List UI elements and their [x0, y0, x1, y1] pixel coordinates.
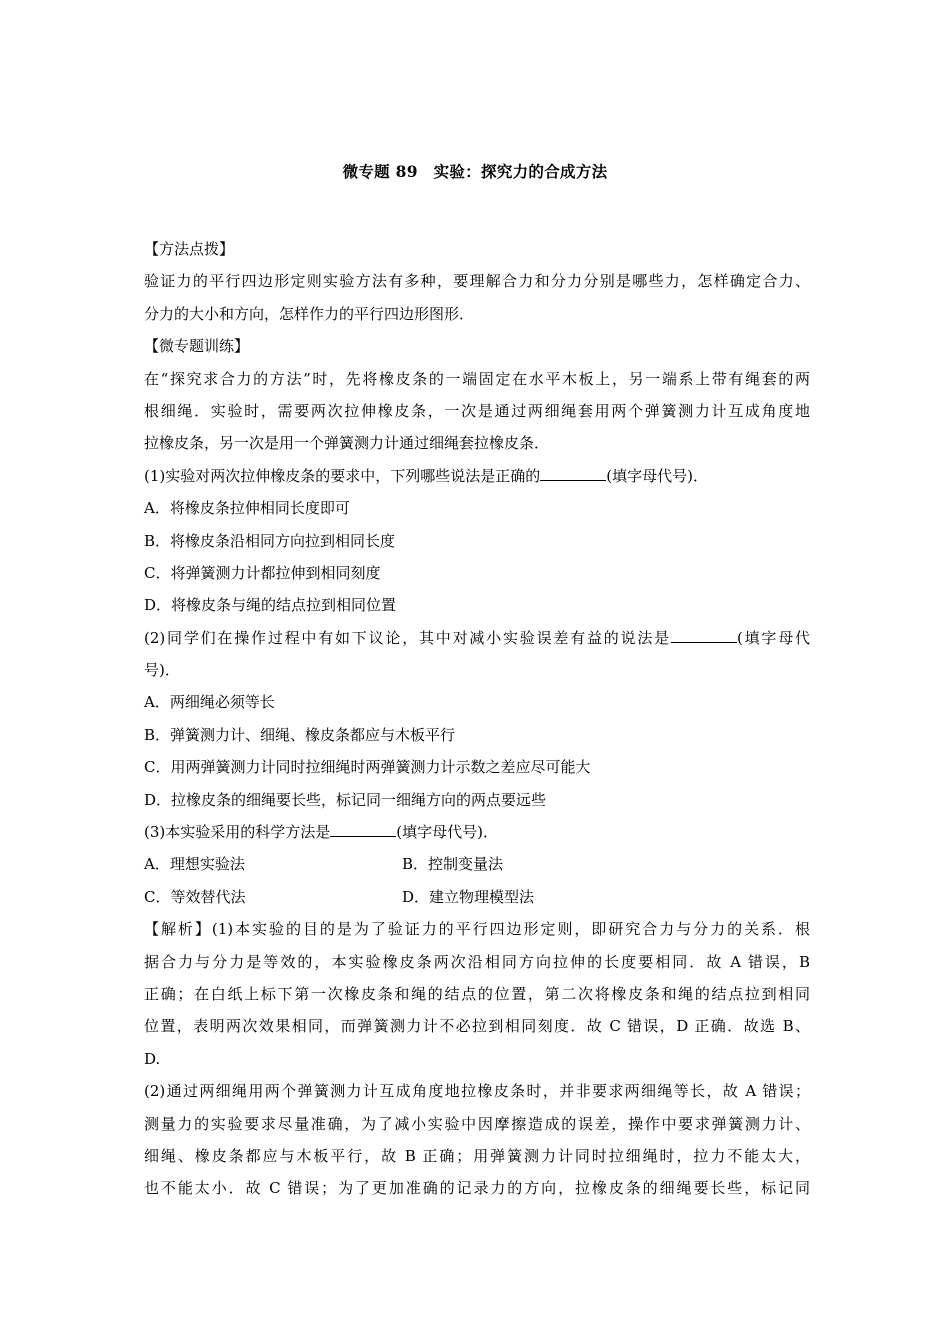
q1-option-b: B．将橡皮条沿相同方向拉到相同长度: [144, 531, 396, 550]
q3-option-b: B．控制变量法: [402, 855, 504, 874]
analysis-p2-line-4: 也不能太小．故 C 错误；为了更加准确的记录力的方向，拉橡皮条的细绳要长些，标记同: [144, 1179, 810, 1198]
q3-stem: [144, 816, 810, 848]
page-title: 微专题 89 实验：探究力的合成方法: [342, 162, 608, 181]
q2-stem-after: (填字母代: [736, 628, 810, 647]
analysis-p1-line-1: 【解析】(1)本实验的目的是为了验证力的平行四边形定则，即研究合力与分力的关系．根: [144, 920, 810, 939]
q3-option-d: D．建立物理模型法: [402, 887, 535, 906]
q2-stem: [144, 622, 810, 654]
intro-line-2: 根细绳．实验时，需要两次拉伸橡皮条，一次是通过两细绳套用两个弹簧测力计互成角度地: [144, 401, 810, 420]
method-line-1: 验证力的平行四边形定则实验方法有多种，要理解合力和分力分别是哪些力，怎样确定合力、: [144, 272, 810, 291]
analysis-p1-line-4: 位置，表明两次效果相同，而弹簧测力计不必拉到相同刻度．故 C 错误，D 正确．故选 B、: [144, 1017, 810, 1036]
q2-answer-blank: [671, 625, 737, 643]
method-line-2: 分力的大小和方向，怎样作力的平行四边形图形．: [144, 304, 475, 323]
analysis-p2-line-3: 细绳、橡皮条都应与木板平行，故 B 正确；用弹簧测力计同时拉细绳时，拉力不能太大，: [144, 1146, 810, 1165]
q1-option-d: D．将橡皮条与绳的结点拉到相同位置: [144, 596, 397, 615]
intro-line-3: 拉橡皮条，另一次是用一个弹簧测力计通过细绳套拉橡皮条．: [144, 434, 550, 453]
q2-option-d: D．拉橡皮条的细绳要长些，标记同一细绳方向的两点要远些: [144, 790, 547, 809]
q2-option-a: A．两细绳必须等长: [144, 693, 275, 712]
analysis-p2-line-2: 测量力的实验要求尽量准确，为了减小实验中因摩擦造成的误差，操作中要求弹簧测力计、: [144, 1114, 810, 1133]
q1-stem-after: (填字母代号)．: [606, 466, 708, 485]
q2-stem-before: (2)同学们在操作过程中有如下议论，其中对减小实验误差有益的说法是: [144, 628, 671, 647]
analysis-p1-line-5: D.: [144, 1049, 161, 1068]
q2-option-c: C．用两弹簧测力计同时拉细绳时两弹簧测力计示数之差应尽可能大: [144, 758, 591, 777]
document-body: [144, 233, 810, 1205]
analysis-p1-line-3: 正确；在白纸上标下第一次橡皮条和绳的结点的位置，第二次将橡皮条和绳的结点拉到相同: [144, 984, 810, 1003]
q3-stem-after: (填字母代号)．: [396, 823, 498, 842]
q1-stem: [144, 460, 810, 492]
q1-answer-blank: [540, 463, 606, 481]
q1-option-c: C．将弹簧测力计都拉伸到相同刻度: [144, 563, 381, 582]
q1-stem-before: (1)实验对两次拉伸橡皮条的要求中，下列哪些说法是正确的: [144, 466, 541, 485]
analysis-p1-line-2: 据合力与分力是等效的，本实验橡皮条两次沿相同方向拉伸的长度要相同．故 A 错误，B: [144, 952, 810, 971]
q3-option-a: A．理想实验法: [144, 855, 245, 874]
q3-stem-before: (3)本实验采用的科学方法是: [144, 823, 331, 842]
q3-options-row-1: [144, 848, 810, 880]
analysis-p2-line-1: (2)通过两细绳用两个弹簧测力计互成角度地拉橡皮条时，并非要求两细绳等长，故 A 错误；: [144, 1082, 810, 1101]
q3-options-row-2: [144, 881, 810, 913]
training-label: 【微专题训练】: [144, 337, 250, 356]
q3-answer-blank: [330, 819, 396, 837]
intro-line-1: 在“探究求合力的方法”时，先将橡皮条的一端固定在水平木板上，另一端系上带有绳套的两: [144, 369, 810, 388]
method-label: 【方法点拨】: [144, 240, 235, 258]
q1-option-a: A．将橡皮条拉伸相同长度即可: [144, 499, 350, 518]
q2-stem-line-2: 号)．: [144, 661, 180, 680]
q2-option-b: B．弹簧测力计、细绳、橡皮条都应与木板平行: [144, 725, 456, 744]
q3-option-c: C．等效替代法: [144, 887, 246, 906]
